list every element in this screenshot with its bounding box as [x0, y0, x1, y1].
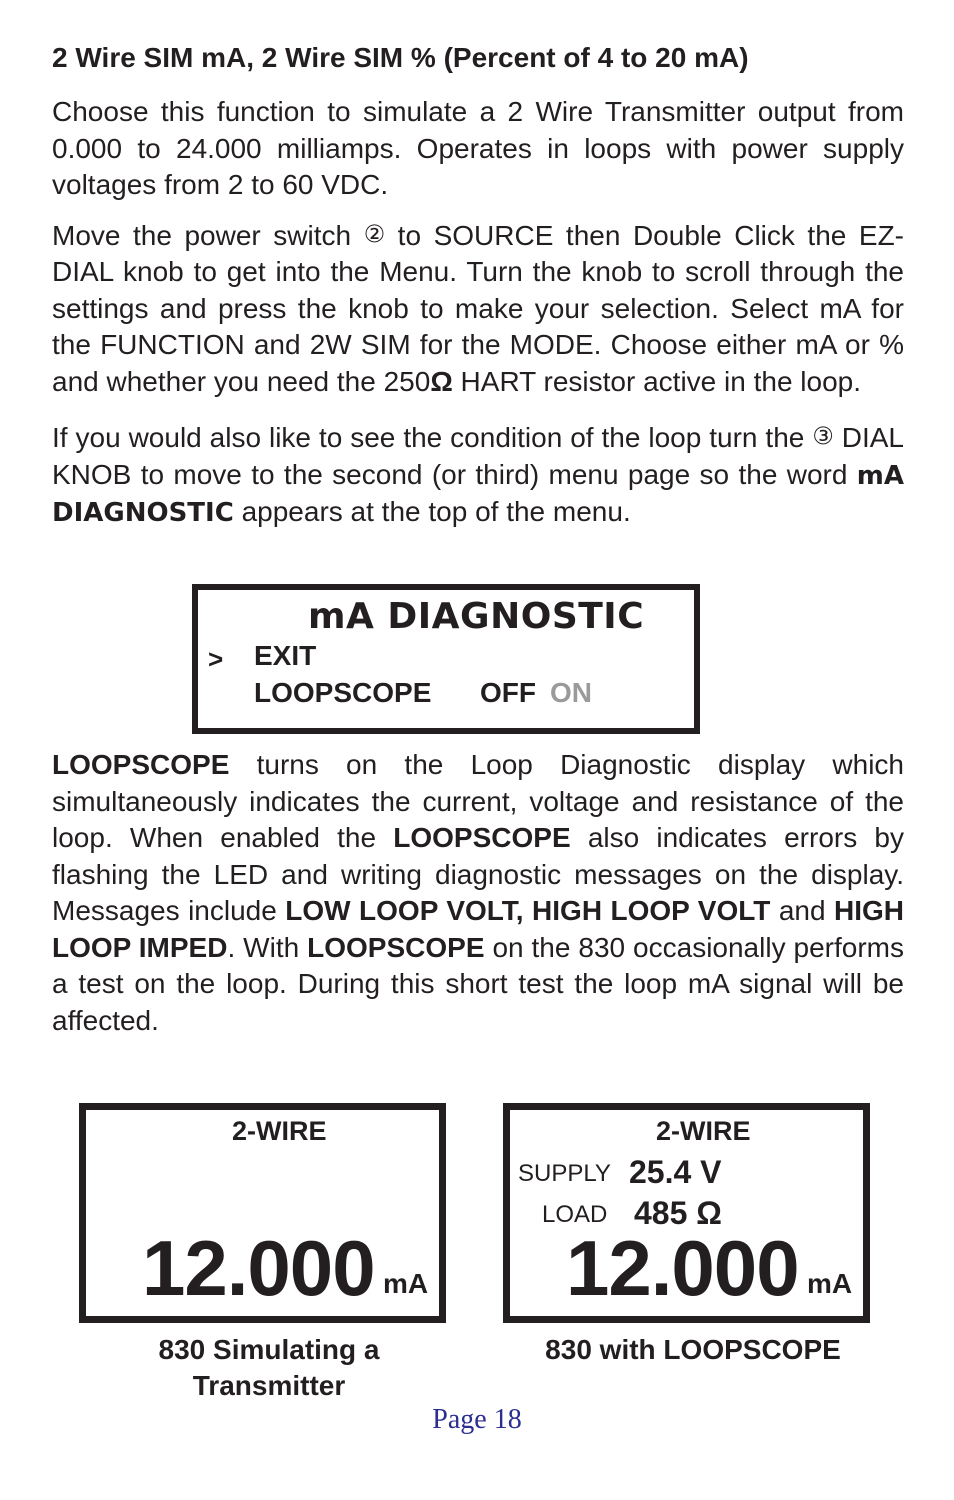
supply-value: 25.4 V	[629, 1154, 722, 1190]
intro-paragraph: Choose this function to simulate a 2 Wire Transmitter output from 0.000 to 24.000 milliamps. Operates in loops with power supply voltages from 2 to 60 VDC.	[52, 96, 904, 201]
simulating-display	[79, 1103, 446, 1323]
page-content	[52, 40, 904, 544]
supply-label: SUPPLY	[518, 1160, 611, 1187]
section-heading: 2 Wire SIM mA, 2 Wire SIM % (Percent of 4 to 20 mA)	[52, 42, 749, 73]
diagnostic-menu-display	[192, 584, 700, 734]
display-title: 2-WIRE	[656, 1116, 751, 1146]
display-value: 12.000	[566, 1224, 799, 1312]
menu-title: mA DIAGNOSTIC	[308, 596, 645, 637]
diagnostic-term: mA DIAGNOSTIC	[52, 460, 904, 529]
instructions-paragraph: Move the power switch ② to SOURCE then Double Click the EZ-DIAL knob to get into the Menu. Turn the knob to scroll through the settings and press the knob to make your selection. Select mA for the FUNCTION and 2W SIM for the MODE. Choose either mA or % and whether you need the 250Ω HART resistor active in the loop.	[52, 216, 904, 401]
load-value: 485 Ω	[634, 1195, 722, 1231]
loopscope-display	[503, 1103, 870, 1323]
load-label: LOAD	[542, 1201, 608, 1228]
display-value: 12.000	[142, 1224, 375, 1312]
page-number: Page 18	[432, 1404, 522, 1435]
circled-two-icon: ②	[363, 219, 386, 248]
loopscope-on-option: ON	[550, 677, 592, 708]
circled-three-icon: ③	[812, 422, 834, 451]
display-title: 2-WIRE	[232, 1116, 327, 1146]
menu-item-loopscope: LOOPSCOPE	[254, 677, 432, 708]
display-unit: mA	[807, 1268, 853, 1299]
display-unit: mA	[383, 1268, 429, 1299]
loopscope-description	[52, 747, 904, 1051]
simulating-caption: 830 Simulating a Transmitter	[158, 1334, 380, 1401]
loopscope-caption: 830 with LOOPSCOPE	[545, 1334, 841, 1365]
diagnostic-paragraph: If you would also like to see the condition of the loop turn the ③ DIAL KNOB to move to the second (or third) menu page so the word mA DIAGNOSTIC appears at the top of the menu.	[52, 418, 904, 532]
menu-item-exit: EXIT	[254, 640, 317, 671]
omega-symbol: Ω	[430, 365, 453, 397]
menu-cursor: >	[208, 644, 224, 674]
loopscope-off-option: OFF	[480, 677, 536, 708]
loopscope-paragraph: LOOPSCOPE turns on the Loop Diagnostic display which simultaneously indicates the current, voltage and resistance of the loop. When enabled the LOOPSCOPE also indicates errors by flashing the LED and writing diagnostic messages on the display. Messages include LOW LOOP VOLT, HIGH LOOP VOLT and HIGH LOOP IMPED. With LOOPSCOPE on the 830 occasionally performs a test on the loop. During this short test the loop mA signal will be affected.	[52, 749, 905, 1036]
